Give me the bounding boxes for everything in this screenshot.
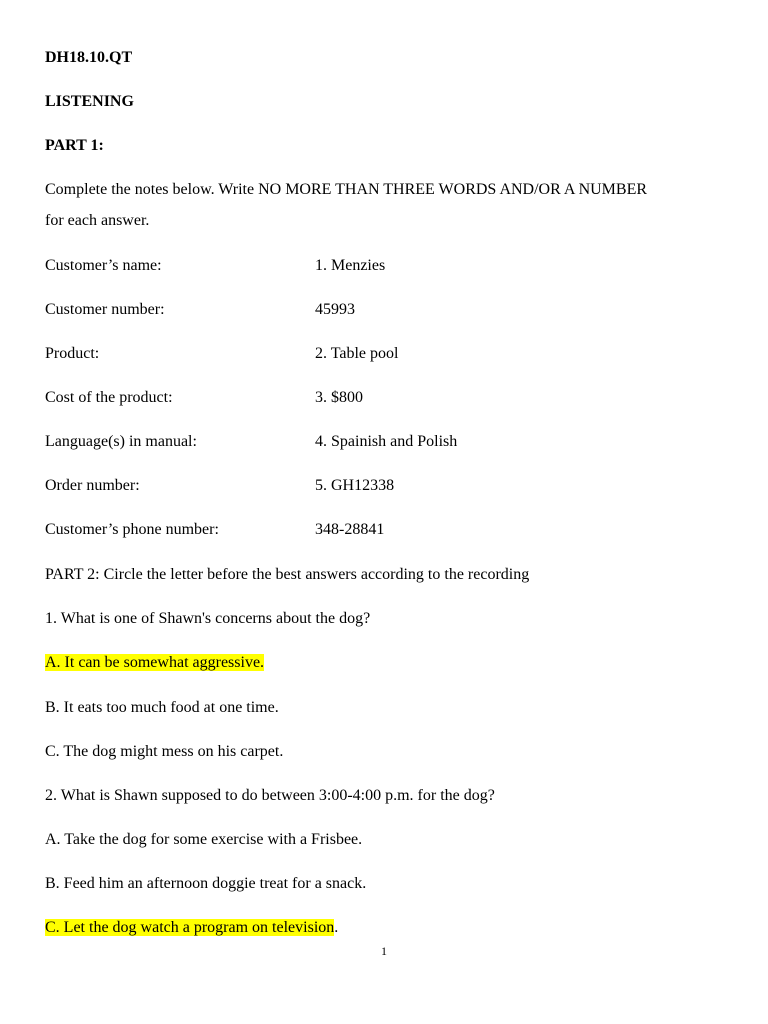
note-value: 5. GH12338 — [315, 477, 395, 494]
note-value: 45993 — [315, 301, 355, 318]
note-label: Customer’s phone number: — [45, 521, 219, 538]
instructions-line-2: for each answer. — [45, 212, 150, 229]
question-2-option-a: A. Take the dog for some exercise with a Frisbee. — [45, 831, 363, 848]
note-label: Customer number: — [45, 301, 165, 318]
part2-heading: PART 2: Circle the letter before the best answers according to the recording — [45, 566, 530, 583]
note-label: Language(s) in manual: — [45, 433, 197, 450]
note-label: Order number: — [45, 477, 140, 494]
option-c-period: . — [334, 919, 339, 936]
note-label: Customer’s name: — [45, 257, 162, 274]
highlighted-answer: A. It can be somewhat aggressive. — [45, 654, 265, 671]
note-value: 348-28841 — [315, 521, 385, 538]
part1-heading: PART 1: — [45, 137, 104, 154]
note-label: Cost of the product: — [45, 389, 173, 406]
question-2-option-c — [45, 918, 338, 938]
note-value: 4. Spainish and Polish — [315, 433, 458, 450]
note-value: 1. Menzies — [315, 257, 386, 274]
page-number: 1 — [381, 944, 387, 958]
note-value: 3. $800 — [315, 389, 363, 406]
question-1: 1. What is one of Shawn's concerns about the dog? — [45, 610, 371, 627]
question-2: 2. What is Shawn supposed to do between 3:00-4:00 p.m. for the dog? — [45, 787, 495, 804]
instructions-line-1: Complete the notes below. Write NO MORE THAN THREE WORDS AND/OR A NUMBER — [45, 181, 648, 198]
note-value: 2. Table pool — [315, 345, 399, 362]
section-heading: LISTENING — [45, 93, 134, 110]
question-2-option-b: B. Feed him an afternoon doggie treat for a snack. — [45, 875, 367, 892]
question-1-option-a — [45, 653, 264, 673]
highlighted-answer: C. Let the dog watch a program on television — [45, 919, 335, 936]
document-code: DH18.10.QT — [45, 49, 133, 66]
question-1-option-b: B. It eats too much food at one time. — [45, 699, 279, 716]
question-1-option-c: C. The dog might mess on his carpet. — [45, 743, 284, 760]
note-label: Product: — [45, 345, 100, 362]
